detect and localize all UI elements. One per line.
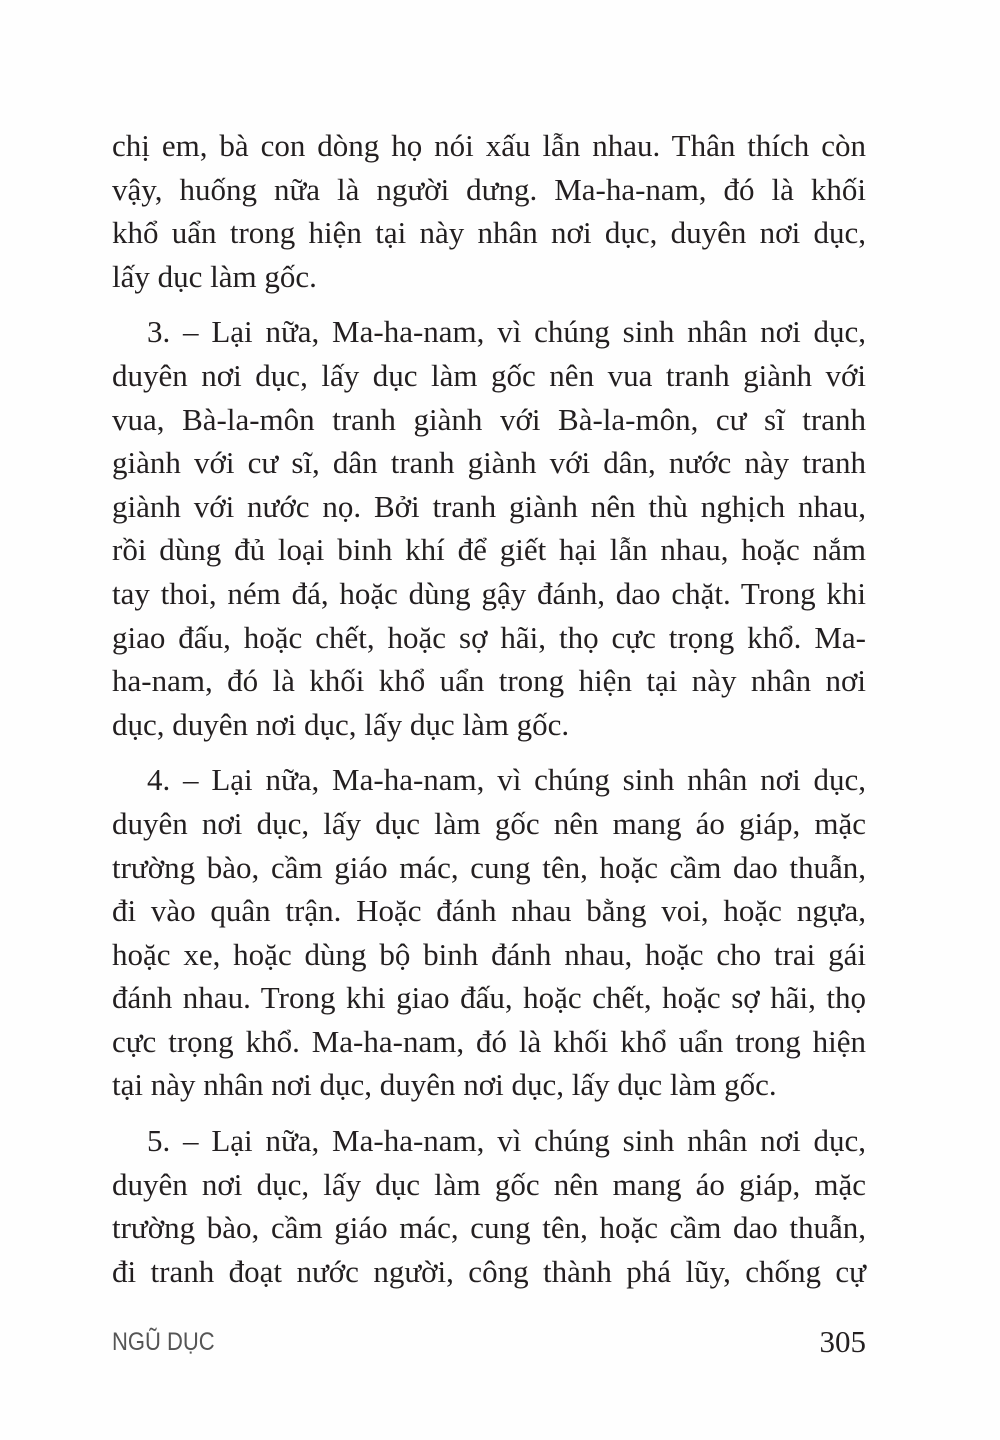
- text-line: dục, duyên nơi dục, lấy dục làm gốc.: [112, 706, 570, 742]
- text-line: đi tranh đoạt nước người, công thành phá lũy, chống cự: [112, 1253, 866, 1289]
- text-line: lấy dục làm gốc.: [112, 258, 317, 294]
- text-line: 5. – Lại nữa, Ma-ha-nam, vì chúng sinh nhân nơi dục,: [147, 1123, 866, 1159]
- paragraph-4: [112, 758, 866, 1107]
- paragraph-3: [112, 310, 866, 746]
- page-number: 305: [819, 1324, 866, 1359]
- text-line: duyên nơi dục, lấy dục làm gốc nên mang áo giáp, mặc: [112, 1166, 866, 1202]
- paragraph-continuation: [112, 124, 866, 298]
- text-line: trường bào, cầm giáo mác, cung tên, hoặc cầm dao thuẫn,: [112, 1210, 866, 1246]
- text-line: rồi dùng đủ loại binh khí để giết hại lẫn nhau, hoặc nắm: [112, 532, 866, 568]
- text-line: đi vào quân trận. Hoặc đánh nhau bằng voi, hoặc ngựa,: [112, 893, 866, 929]
- paragraph-5: [112, 1119, 866, 1293]
- text-line: hoặc xe, hoặc dùng bộ binh đánh nhau, hoặc cho trai gái: [112, 936, 866, 972]
- text-line: chị em, bà con dòng họ nói xấu lẫn nhau. Thân thích còn: [112, 128, 866, 163]
- text-line: giành với cư sĩ, dân tranh giành với dân, nước này tranh: [112, 445, 866, 481]
- text-line: giao đấu, hoặc chết, hoặc sợ hãi, thọ cực trọng khổ. Ma-: [112, 619, 866, 655]
- text-line: giành với nước nọ. Bởi tranh giành nên thù nghịch nhau,: [112, 488, 866, 524]
- text-line: cực trọng khổ. Ma-ha-nam, đó là khối khổ uẩn trong hiện: [112, 1023, 866, 1059]
- text-line: duyên nơi dục, lấy dục làm gốc nên mang áo giáp, mặc: [112, 805, 866, 841]
- text-line: vậy, huống nữa là người dưng. Ma-ha-nam, đó là khối: [112, 171, 866, 207]
- text-line: vua, Bà-la-môn tranh giành với Bà-la-môn, cư sĩ tranh: [112, 401, 866, 437]
- text-line: đánh nhau. Trong khi giao đấu, hoặc chết, hoặc sợ hãi, thọ: [112, 980, 866, 1016]
- running-footer-title: NGŨ DỤC: [112, 1328, 215, 1356]
- text-line: tay thoi, ném đá, hoặc dùng gậy đánh, dao chặt. Trong khi: [112, 575, 866, 611]
- text-line: trường bào, cầm giáo mác, cung tên, hoặc cầm dao thuẫn,: [112, 849, 866, 885]
- text-line: khổ uẩn trong hiện tại này nhân nơi dục, duyên nơi dục,: [112, 215, 866, 251]
- text-line: 4. – Lại nữa, Ma-ha-nam, vì chúng sinh nhân nơi dục,: [147, 762, 866, 798]
- text-line: ha-nam, đó là khối khổ uẩn trong hiện tại này nhân nơi: [112, 663, 866, 699]
- text-line: tại này nhân nơi dục, duyên nơi dục, lấy dục làm gốc.: [112, 1067, 777, 1103]
- text-line: duyên nơi dục, lấy dục làm gốc nên vua tranh giành với: [112, 357, 866, 393]
- text-line: 3. – Lại nữa, Ma-ha-nam, vì chúng sinh nhân nơi dục,: [147, 314, 866, 350]
- body-text: [112, 124, 866, 1305]
